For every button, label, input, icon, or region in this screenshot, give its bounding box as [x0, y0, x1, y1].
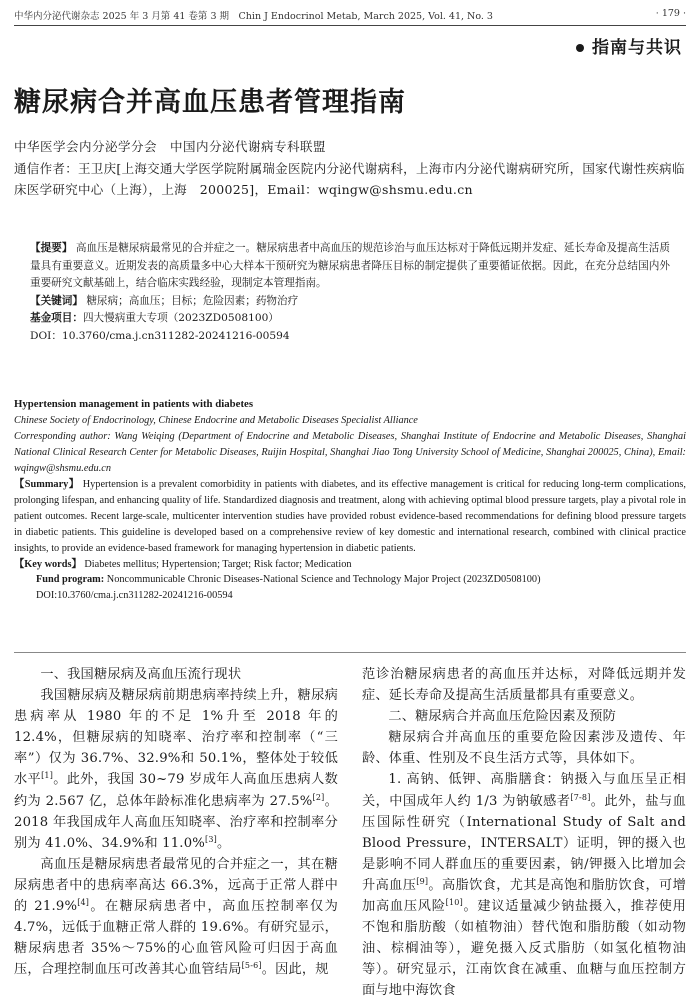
keywords-cn — [30, 293, 670, 311]
doi-cn: DOI：10.3760/cma.j.cn311282-20241216-00594 — [30, 329, 290, 342]
paragraph-continued: 范诊治糖尿病患者的高血压并达标，对降低远期并发症、延长寿命及提高生活质量都具有重要意义。 — [362, 667, 686, 704]
text-run: 。在糖尿病患者中，高血压控制率仅为 4.7%，远低于血糖正常人群的 19.6%。有研究显示，糖尿病患者 35%～75%的心血管风险可归因于高血压，合理控制血压可改善其心血管结局 — [14, 899, 338, 978]
summary-cn — [30, 240, 670, 293]
keywords-en — [14, 557, 686, 573]
citation: [2] — [312, 792, 325, 802]
body-column-left — [14, 664, 338, 980]
section-tag-label: 指南与共识 — [592, 38, 682, 58]
doi-en: DOI:10.3760/cma.j.cn311282-20241216-00594 — [36, 590, 233, 602]
text-run: 。建议适量减少钠盐摄入，推荐使用不饱和脂肪酸（如植物油）替代饱和脂肪酸（如动物油、棕榈油等），避免摄入反式脂肪（如氢化植物油等）。研究显示，江南饮食在减重、血糖与血压控制方面与地中海饮食 — [362, 899, 687, 999]
citation: [1] — [41, 771, 54, 781]
abstract-rule — [14, 652, 686, 653]
fund-en — [14, 572, 686, 588]
bullet-icon — [576, 44, 584, 52]
summary-en-text: Hypertension is a prevalent comorbidity in patients with diabetes, and its effective management is critical for reducing long-term complications, prolonging lifespan, and enhancing quality of life. Standardized diagnosis and treatment, along with achieving optimal blood pressure targets, play a pivotal role in patient outcomes. Recent large-scale, multicenter intervention studies have provided robust evidence-based recommendations for defining blood pressure targets in diabetic patients. This guideline is developed based on a comprehensive review of key domestic and international research, combined with clinical practice insights, to provide an evidence-based framework for managing hypertension in diabetic patients. — [14, 479, 686, 554]
author-organizations: 中华医学会内分泌学分会 中国内分泌代谢病专科联盟 — [14, 139, 327, 154]
english-affiliation — [14, 413, 686, 477]
summary-en-label: 【Summary】 — [14, 479, 80, 490]
abstract-en — [14, 477, 686, 604]
section-tag — [576, 33, 682, 58]
citation: [7-8] — [570, 792, 591, 802]
header-rule — [14, 25, 686, 26]
keywords-cn-label: 【关键词】 — [30, 294, 83, 307]
text-run: 高血压是糖尿病患者最常见的合并症之一，其在糖尿病患者中的患病率高达 66.3%，远高于正常人群中的 21.9% — [14, 856, 338, 915]
section-heading-1: 一、我国糖尿病及高血压流行现状 — [40, 667, 242, 682]
paragraph-risk-factors: 糖尿病合并高血压的重要危险因素涉及遗传、年龄、体重、性别及不良生活方式等，具体如下。 — [362, 730, 686, 767]
fund-en-label: Fund program: — [36, 574, 105, 586]
fund-en-text: Noncommunicable Chronic Diseases-National Science and Technology Major Project (2023ZD0508100) — [106, 574, 541, 586]
citation: [5-6] — [241, 961, 262, 971]
correspondence: 通信作者：王卫庆[上海交通大学医学院附属瑞金医院内分泌代谢病科，上海市内分泌代谢病研究所，国家代谢性疾病临床医学研究中心（上海），上海 200025]，Email：wqingw@shsmu.edu.cn — [14, 161, 685, 197]
citation: [10] — [445, 898, 463, 908]
paragraph-prevalence — [14, 685, 338, 854]
page-number: · 179 · — [655, 8, 686, 19]
paragraph-diet — [362, 769, 686, 1001]
text-run: 。此外，我国 30~79 岁成年人高血压患病人数约为 2.567 亿，总体年龄标准化患病率为 27.5% — [14, 772, 338, 809]
english-societies: Chinese Society of Endocrinology, Chinese Endocrine and Metabolic Diseases Specialist Alliance — [14, 415, 418, 426]
keywords-en-text: Diabetes mellitus; Hypertension; Target; Risk factor; Medication — [84, 558, 352, 570]
summary-en — [14, 477, 686, 557]
journal-citation: 中华内分泌代谢杂志 2025 年 3 月第 41 卷第 3 期 Chin J Endocrinol Metab, March 2025, Vol. 41, No. 3 — [14, 11, 493, 22]
text-run: 。因此，规 — [261, 962, 329, 978]
text-run: 。此外，盐与血压国际性研究（International Study of Salt and Blood Pressure，INTERSALT）证明，钾的摄入也是影响不同人群血压的重要因素，钠/钾摄入比增加会升高血压 — [362, 793, 686, 893]
running-head — [14, 8, 686, 22]
citation: [9] — [416, 876, 429, 886]
text-run: 。高脂饮食，尤其是高饱和脂肪饮食，可增加高血压风险 — [362, 877, 686, 915]
english-corr-text: Wang Weiqing (Department of Endocrine and Metabolic Diseases, Shanghai Institute of Endocrine and Metabolic Diseases, Shanghai National Clinical Research Center for Metabolic Diseases, Ruijin Hospital, Shanghai Jiao Tong University School of Medicine, Shanghai 200025, China), Email: wqingw@shsmu.edu.cn — [14, 430, 686, 474]
body-column-right — [362, 664, 686, 1002]
text-run: 。2018 年我国成年人高血压知晓率、治疗率和控制率分别为 41.0%、34.9%和 11.0% — [14, 793, 339, 851]
summary-cn-label: 【提要】 — [30, 242, 73, 254]
citation: [4] — [77, 898, 90, 908]
section-heading-2: 二、糖尿病合并高血压危险因素及预防 — [388, 709, 616, 725]
summary-cn-text: 高血压是糖尿病最常见的合并症之一。糖尿病患者中高血压的规范诊治与血压达标对于降低远期并发症、延长寿命及提高生活质量具有重要意义。近期发表的高质量多中心大样本干预研究为糖尿病患者降压目标的制定提供了重要循证依据。因此，在充分总结国内外重要研究文献基础上，结合临床实践经验，现制定本管理指南。 — [30, 242, 671, 289]
paragraph-comorbidity — [14, 854, 338, 981]
text-run: 1. 高钠、低钾、高脂膳食：钠摄入与血压呈正相关，中国成年人约 1/3 为钠敏感者 — [362, 772, 686, 809]
fund-cn — [30, 310, 670, 328]
keywords-cn-text: 糖尿病；高血压；目标；危险因素；药物治疗 — [86, 294, 299, 307]
english-title: Hypertension management in patients with diabetes — [14, 398, 254, 410]
fund-cn-text: 四大慢病重大专项（2023ZD0508100） — [82, 312, 279, 324]
text-run: 我国糖尿病及糖尿病前期患病率持续上升，糖尿病患病率从 1980 年的不足 1%升至 2018 年的 12.4%，但糖尿病的知晓率、治疗率和控制率（“三率”）仅为 36.7%、32.9%和 50.1%，整体处于较低水平 — [14, 688, 338, 788]
keywords-en-label: 【Key words】 — [14, 558, 82, 570]
fund-cn-label: 基金项目： — [30, 312, 83, 324]
citation: [3] — [205, 834, 217, 844]
english-corr-label: Corresponding author: — [14, 430, 111, 442]
text-run: 。 — [216, 835, 231, 851]
abstract-cn — [30, 240, 670, 345]
article-title: 糖尿病合并高血压患者管理指南 — [14, 87, 406, 118]
